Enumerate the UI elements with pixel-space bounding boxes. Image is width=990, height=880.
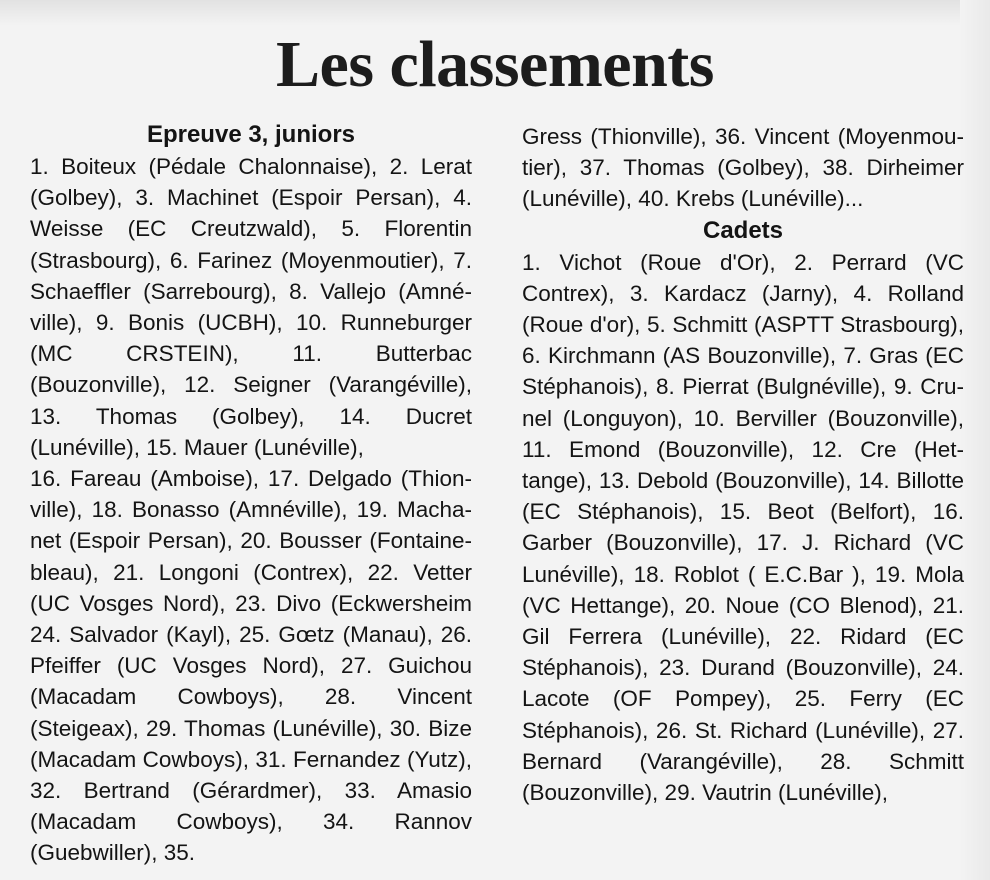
cadets-results-paragraph: 1. Vichot (Roue d'Or), 2. Perrard (VC Contrex), 3. Kardacz (Jarny), 4. Rolland (Roue d'or), 5. Schmitt (ASPTT Strasbourg), 6. Kirchmann (AS Bouzonville), 7. Gras (EC Stéphanois), 8. Pierrat (Bulgnéville), 9. Crunel (Longuyon), 10. Berviller (Bouzonville), 11. Emond (Bouzonville), 12. Cre (Hettange), 13. Debold (Bouzonville), 14. Billotte (EC Stéphanois), 15. Beot (Belfort), 16. Garber (Bouzonville), 17. J. Richard (VC Lunéville), 18. Roblot ( E.C.Bar ), 19. Mola (VC Hettange), 20. Noue (CO Blenod), 21. Gil Ferrera (Lunéville), 22. Ridard (EC Stéphanois), 23. Durand (Bouzonville), 24. Lacote (OF Pompey), 25. Ferry (EC Stéphanois), 26. St. Richard (Lunéville), 27. Bernard (Varangéville), 28. Schmitt (Bouzonville), 29. Vautrin (Lunéville), (522, 249, 964, 806)
juniors-results-paragraph-1: 1. Boiteux (Pédale Chalonnaise), 2. Lerat (Golbey), 3. Machinet (Espoir Persan), 4. Weisse (EC Creutzwald), 5. Florentin (Strasbourg), 6. Farinez (Moyenmoutier), 7. Schaeffler (Sarrebourg), 8. Vallejo (Amnéville), 9. Bonis (UCBH), 10. Runneburger (MC CRSTEIN), 11. Butterbac (Bouzonville), 12. Seigner (Varangéville), 13. Thomas (Golbey), 14. Ducret (Lunéville), 15. Mauer (Lunéville), (30, 154, 472, 460)
results-column-right (522, 121, 964, 808)
page-edge-shadow (960, 0, 990, 880)
juniors-results-continuation: Gress (Thionville), 36. Vincent (Moyenmoutier), 37. Thomas (Golbey), 38. Dirheimer (Lunéville), 40. Krebs (Lunéville)... (522, 124, 964, 212)
section-heading-cadets: Cadets (702, 216, 784, 244)
juniors-results-paragraph-2: 16. Fareau (Amboise), 17. Delgado (Thionville), 18. Bonasso (Amnéville), 19. Machanet (Espoir Persan), 20. Bousser (Fontainebleau), 21. Longoni (Contrex), 22. Vetter (UC Vosges Nord), 23. Divo (Eckwersheim 24. Salvador (Kayl), 25. Gœtz (Manau), 26. Pfeiffer (UC Vosges Nord), 27. Guichou (Macadam Cowboys), 28. Vincent (Steigeax), 29. Thomas (Lunéville), 30. Bize (Macadam Cowboys), 31. Fernandez (Yutz), 32. Bertrand (Gérardmer), 33. Amasio (Macadam Cowboys), 34. Rannov (Guebwiller), 35. (30, 466, 472, 866)
section-heading-juniors: Epreuve 3, juniors (146, 121, 356, 148)
results-column-left (30, 119, 472, 869)
page-title: Les classements (276, 28, 714, 101)
